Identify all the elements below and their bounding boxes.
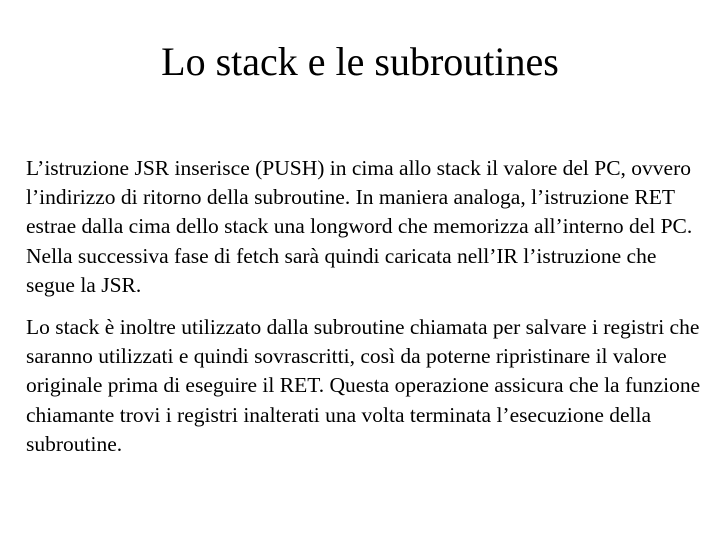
paragraph-jsr-ret: L’istruzione JSR inserisce (PUSH) in cima allo stack il valore del PC, ovvero l’indirizzo di ritorno della subroutine. In maniera analoga, l’istruzione RET estrae dalla cima dello stack una longword che memorizza all’interno del PC. Nella successiva fase di fetch sarà quindi caricata nell’IR l’istruzione che segue la JSR.: [26, 156, 693, 297]
slide-body: [26, 154, 701, 459]
paragraph-register-saving: Lo stack è inoltre utilizzato dalla subroutine chiamata per salvare i registri che saranno utilizzati e quindi sovrascritti, così da poterne ripristinare il valore originale prima di eseguire il RET. Questa operazione assicura che la funzione chiamante trovi i registri inalterati una volta terminata l’esecuzione della subroutine.: [26, 315, 701, 456]
slide-title: Lo stack e le subroutines: [161, 39, 559, 84]
